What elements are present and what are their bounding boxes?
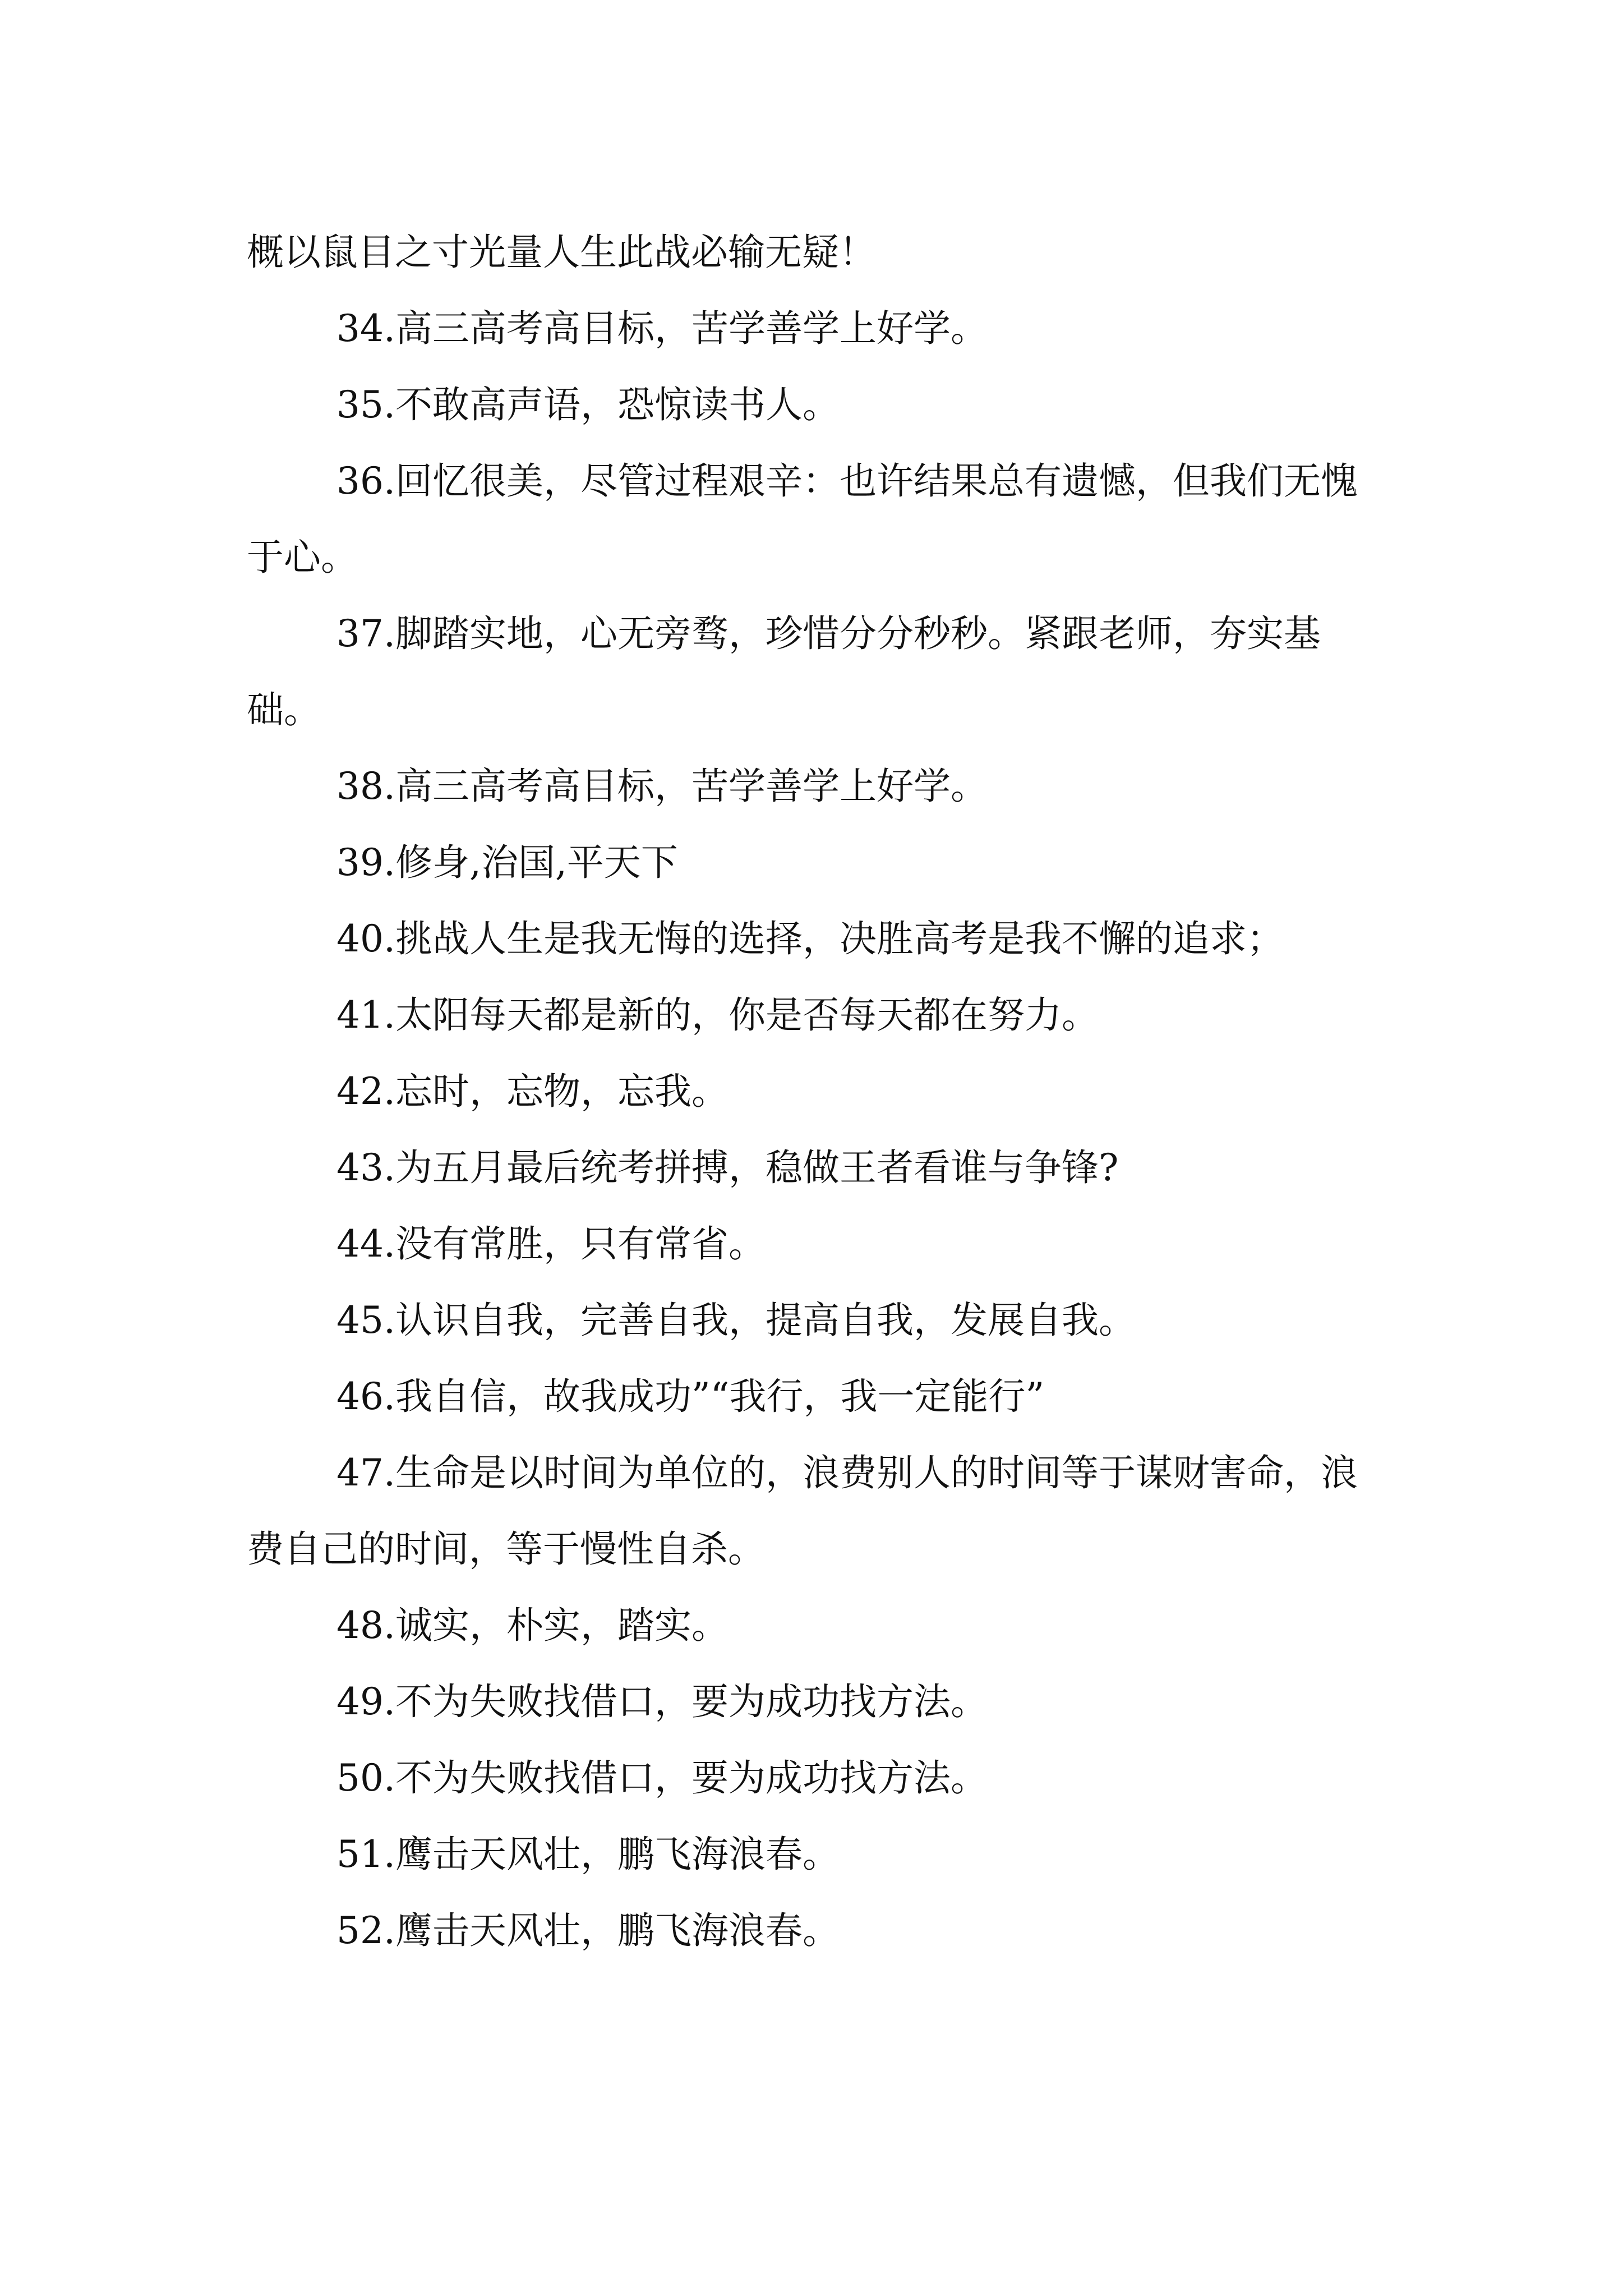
paragraph: 42.忘时，忘物，忘我。 <box>336 1070 728 1113</box>
paragraph: 41.太阳每天都是新的，你是否每天都在努力。 <box>336 993 1099 1037</box>
paragraph: 51.鹰击天风壮，鹏飞海浪春。 <box>336 1833 840 1876</box>
paragraph: 40.挑战人生是我无悔的选择，决胜高考是我不懈的追求； <box>336 917 1284 960</box>
paragraph: 43.为五月最后统考拼搏，稳做王者看谁与争锋? <box>336 1146 1119 1189</box>
paragraph: 34.高三高考高目标，苦学善学上好学。 <box>336 307 988 350</box>
paragraph: 39.修身,治国,平天下 <box>336 841 678 884</box>
document-body <box>247 214 1391 1969</box>
paragraph: 38.高三高考高目标，苦学善学上好学。 <box>336 765 988 808</box>
paragraph: 46.我自信，故我成功”“我行，我一定能行” <box>336 1375 1045 1418</box>
paragraph: 45.认识自我，完善自我，提高自我，发展自我。 <box>336 1299 1136 1342</box>
paragraph: 44.没有常胜，只有常省。 <box>336 1222 766 1266</box>
paragraph: 49.不为失败找借口，要为成功找方法。 <box>336 1680 988 1723</box>
paragraph: 50.不为失败找借口，要为成功找方法。 <box>336 1756 988 1800</box>
paragraph: 35.不敢高声语，恐惊读书人。 <box>336 383 840 426</box>
paragraph: 47.生命是以时间为单位的，浪费别人的时间等于谋财害命，浪费自己的时间，等于慢性自杀。 <box>247 1451 1358 1571</box>
paragraph: 37.脚踏实地，心无旁骛，珍惜分分秒秒。紧跟老师，夯实基础。 <box>247 612 1321 731</box>
paragraph: 概以鼠目之寸光量人生此战必输无疑！ <box>247 231 876 274</box>
paragraph: 36.回忆很美，尽管过程艰辛：也许结果总有遗憾，但我们无愧于心。 <box>247 459 1358 579</box>
paragraph: 52.鹰击天风壮，鹏飞海浪春。 <box>336 1909 840 1952</box>
paragraph: 48.诚实，朴实，踏实。 <box>336 1604 728 1647</box>
